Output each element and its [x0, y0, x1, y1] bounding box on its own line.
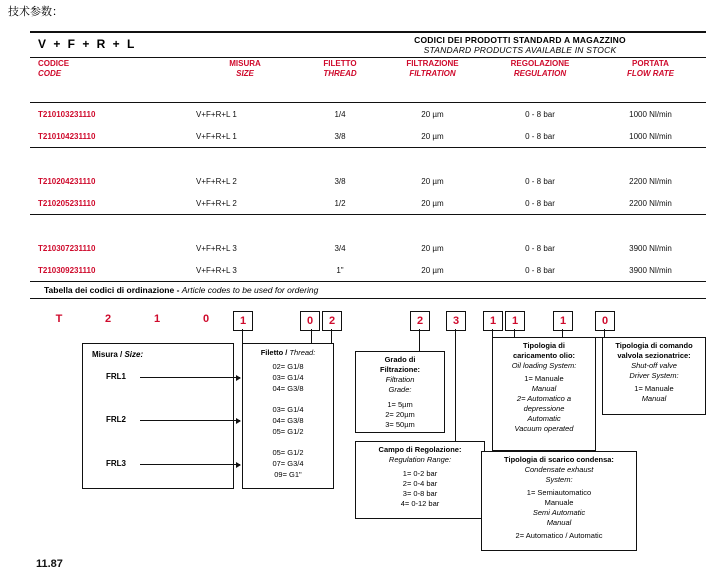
code-box-condensate: 1: [505, 311, 525, 331]
table-header-band: [30, 31, 706, 58]
cell-flow: 3900 Nl/min: [595, 259, 706, 282]
cell-regulation: 0 - 8 bar: [485, 259, 595, 282]
cell-regulation: 0 - 8 bar: [525, 176, 555, 186]
cell-size: V+F+R+L 2: [196, 176, 237, 186]
code-box-oil: 1: [483, 311, 503, 331]
connector-oil: [492, 329, 493, 337]
cell-thread: 3/4: [334, 243, 346, 253]
cell-filtration: 20 µm: [421, 176, 444, 186]
table-row: [30, 125, 706, 148]
code-box-filtration: 2: [410, 311, 430, 331]
connector-thread-2: [331, 329, 332, 343]
connector-shutoff-a: [562, 329, 563, 337]
cell-flow: 2200 Nl/min: [595, 192, 706, 215]
connector-filtration: [419, 329, 420, 351]
cell-flow: 3900 Nl/min: [629, 243, 672, 253]
cell-code: T210104231110: [30, 125, 190, 148]
code-box-thread-2: 2: [322, 311, 342, 331]
size-block-header: Misura / Size:: [92, 350, 144, 359]
size-block-box: [82, 343, 234, 489]
col-flow-rate: PORTATA FLOW RATE: [627, 59, 674, 78]
table-title: [340, 35, 700, 55]
code-box-thread-1: 0: [300, 311, 320, 331]
arrow-frl2: [140, 420, 240, 421]
table-row: [30, 170, 706, 192]
ordering-section-title: [44, 285, 318, 295]
group-spacer: [30, 215, 706, 238]
cell-flow: 2200 Nl/min: [629, 176, 672, 186]
cell-regulation: 0 - 8 bar: [485, 125, 595, 148]
code-digit-2: 2: [104, 313, 112, 325]
cell-filtration: 20 µm: [421, 243, 444, 253]
col-size: MISURA SIZE: [229, 59, 261, 78]
arrow-frl3: [140, 464, 240, 465]
size-item-frl3: FRL3: [106, 459, 126, 468]
cell-regulation: 0 - 8 bar: [485, 192, 595, 215]
size-item-frl1: FRL1: [106, 372, 126, 381]
cell-size: V+F+R+L 2: [190, 192, 300, 215]
col-code: CODICE CODE: [38, 59, 70, 78]
thread-block-box: [242, 343, 334, 489]
product-code-title: V + F + R + L: [38, 37, 137, 51]
code-digit-T: T: [55, 313, 63, 325]
cell-thread: 1/4: [334, 109, 346, 119]
ordering-title-sep: -: [174, 285, 182, 295]
thread-group-1: 02= G1/8 03= G1/4 04= G3/8: [272, 362, 304, 393]
connector-size: [242, 329, 243, 343]
column-header-row: [30, 58, 706, 80]
cell-thread: 1": [300, 259, 380, 282]
table-title-it: CODICI DEI PRODOTTI STANDARD A MAGAZZINO: [414, 35, 626, 45]
cell-size: V+F+R+L 1: [190, 125, 300, 148]
cell-filtration: 20 µm: [380, 125, 485, 148]
ordering-divider: [30, 298, 706, 299]
col-thread: FILETTO THREAD: [323, 59, 357, 78]
codes-table: [30, 58, 706, 282]
cell-code: T210205231110: [30, 192, 190, 215]
code-digit-0: 0: [202, 313, 210, 325]
cell-filtration: 20 µm: [380, 192, 485, 215]
code-box-regulation: 3: [446, 311, 466, 331]
cell-regulation: 0 - 8 bar: [525, 109, 555, 119]
table-title-en: STANDARD PRODUCTS AVAILABLE IN STOCK: [423, 45, 617, 55]
page-number: 11.87: [36, 558, 63, 570]
cell-size: V+F+R+L 3: [196, 243, 237, 253]
cell-size: V+F+R+L 1: [196, 109, 237, 119]
oil-loading-block: Tipologia di caricamento olio: Oil loading System: 1= Manuale Manual 2= Automatico a depressione Automatic Vacuum operated: [492, 337, 596, 451]
cell-code: T210309231110: [30, 259, 190, 282]
size-item-frl2: FRL2: [106, 415, 126, 424]
cell-code: T210204231110: [38, 176, 96, 186]
table-row: [30, 103, 706, 126]
connector-thread-1: [311, 329, 312, 343]
cell-thread: 1/2: [300, 192, 380, 215]
condensate-exhaust-block: Tipologia di scarico condensa: Condensate exhaust System: 1= Semiautomatico Manuale Semi Automatic Manual 2= Automatico / Automatic: [481, 451, 637, 551]
thread-group-2: 03= G1/4 04= G3/8 05= G1/2: [272, 405, 304, 436]
table-row: [30, 192, 706, 215]
group-spacer: [30, 148, 706, 171]
filtration-grade-block: Grado di Filtrazione: Filtration Grade: 1= 5µm 2= 20µm 3= 50µm: [355, 351, 445, 433]
connector-shutoff-c: [604, 329, 605, 337]
standard-products-table: [30, 31, 706, 282]
shutoff-valve-block: Tipologia di comando valvola sezionatrice: Shut-off valve Driver System: 1= Manuale Manual: [602, 337, 706, 415]
col-filtration: FILTRAZIONE FILTRATION: [406, 59, 459, 78]
thread-block-header: Filetto / Thread:: [260, 348, 316, 357]
cell-thread: 3/8: [334, 176, 346, 186]
col-regulation: REGOLAZIONE REGULATION: [510, 59, 570, 78]
ordering-title-it: Tabella dei codici di ordinazione: [44, 285, 175, 295]
cell-filtration: 20 µm: [380, 259, 485, 282]
cell-filtration: 20 µm: [421, 109, 444, 119]
table-row: [30, 237, 706, 259]
cell-size: V+F+R+L 3: [190, 259, 300, 282]
arrow-frl1: [140, 377, 240, 378]
code-box-size: 1: [233, 311, 253, 331]
connector-regulation: [455, 329, 456, 441]
code-box-last: 0: [595, 311, 615, 331]
chinese-note: 技术参数：: [8, 5, 63, 18]
cell-code: T210103231110: [38, 109, 96, 119]
code-box-shutoff: 1: [553, 311, 573, 331]
cell-flow: 1000 Nl/min: [595, 125, 706, 148]
rule: [30, 80, 706, 103]
regulation-range-block: Campo di Regolazione: Regulation Range: 1= 0-2 bar 2= 0-4 bar 3= 0-8 bar 4= 0-12 bar: [355, 441, 485, 519]
cell-regulation: 0 - 8 bar: [525, 243, 555, 253]
ordering-title-en: Article codes to be used for ordering: [181, 285, 319, 295]
table-row: [30, 259, 706, 282]
cell-flow: 1000 Nl/min: [629, 109, 672, 119]
cell-code: T210307231110: [38, 243, 96, 253]
thread-group-3: 05= G1/2 07= G3/4 09= G1": [272, 448, 304, 479]
code-digit-1: 1: [153, 313, 161, 325]
cell-thread: 3/8: [300, 125, 380, 148]
